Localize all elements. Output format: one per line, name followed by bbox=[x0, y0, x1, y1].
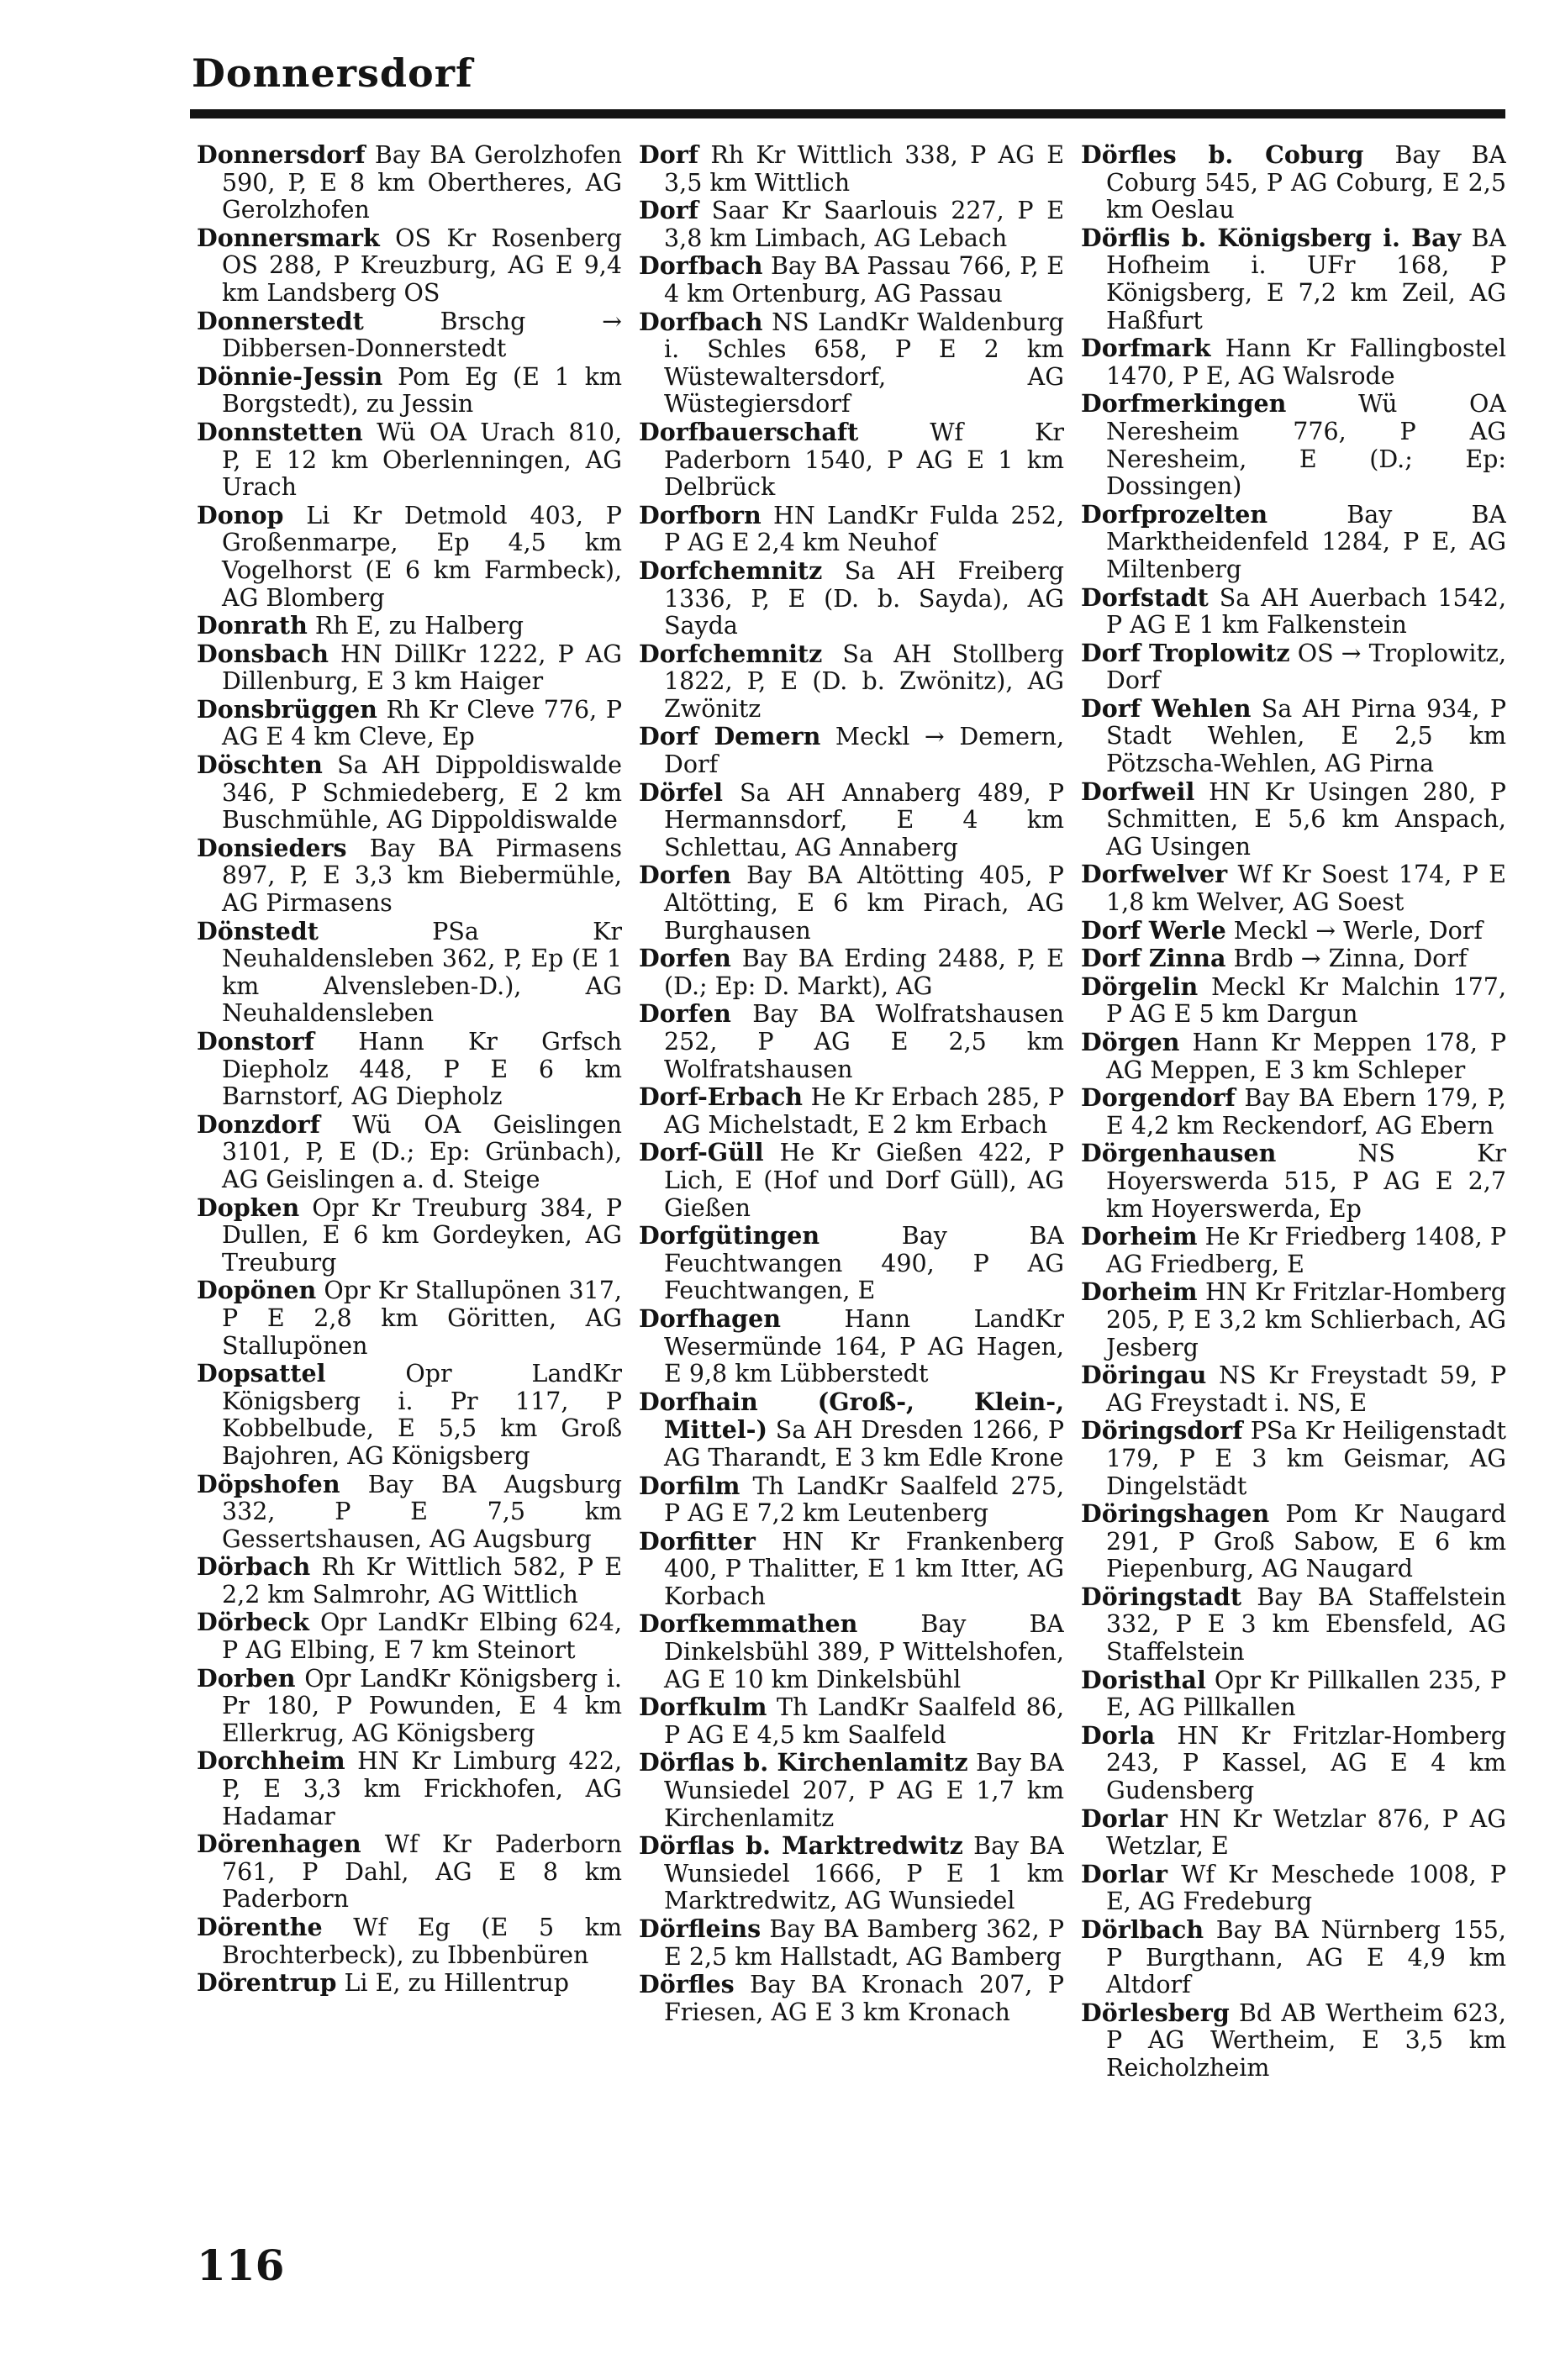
gazetteer-entry bbox=[639, 419, 1064, 502]
entry-text: Sa AH Pirna 934, P Stadt Wehlen, E 2,5 km Pötzscha-Wehlen, AG Pirna bbox=[1106, 694, 1506, 778]
gazetteer-entry bbox=[197, 640, 622, 696]
entry-headword: Döringsdorf bbox=[1081, 1416, 1243, 1445]
entry-headword: Dorfborn bbox=[639, 500, 762, 529]
entry-text: HN DillKr 1222, P AG Dillenburg, E 3 km Haiger bbox=[222, 640, 622, 696]
gazetteer-entry bbox=[1081, 917, 1506, 945]
entry-headword: Dorfkulm bbox=[639, 1693, 767, 1722]
gazetteer-entry bbox=[639, 1971, 1064, 2026]
entry-text: Bay BA Kronach 207, P Friesen, AG E 3 km Kronach bbox=[664, 1971, 1064, 2026]
entry-text: Wf Kr Paderborn 761, P Dahl, AG E 8 km Paderborn bbox=[222, 1830, 622, 1914]
entry-headword: Donsbrüggen bbox=[197, 694, 377, 724]
gazetteer-entry bbox=[197, 835, 622, 918]
entry-text: Opr Kr Pillkallen 235, P E, AG Pillkallen bbox=[1106, 1666, 1506, 1722]
entry-headword: Dörlesberg bbox=[1081, 1998, 1230, 2027]
entry-text: Bay BA Marktheidenfeld 1284, P E, AG Miltenberg bbox=[1106, 500, 1506, 583]
entry-text: OS → Troplowitz, Dorf bbox=[1106, 639, 1506, 695]
gazetteer-entry bbox=[1081, 1861, 1506, 1916]
running-head: Donnersdorf bbox=[192, 50, 473, 96]
entry-text: Bay BA Erding 2488, P, E (D.; Ep: D. Markt), AG bbox=[664, 945, 1064, 1000]
entry-text: HN Kr Usingen 280, P Schmitten, E 5,6 km Anspach, AG Usingen bbox=[1106, 777, 1506, 861]
entry-headword: Dörfles b. Coburg bbox=[1081, 141, 1364, 169]
entry-headword: Dorf Troplowitz bbox=[1081, 638, 1290, 667]
gazetteer-entry bbox=[1081, 1278, 1506, 1361]
entry-headword: Dorgendorf bbox=[1081, 1083, 1236, 1113]
entry-headword: Dorfmark bbox=[1081, 334, 1211, 363]
entry-headword: Dorf Wehlen bbox=[1081, 693, 1252, 723]
entry-headword: Dorfen bbox=[639, 944, 731, 973]
entry-text: Th LandKr Saalfeld 86, P AG E 4,5 km Saalfeld bbox=[664, 1693, 1064, 1749]
entry-text: Opr LandKr Königsberg i. Pr 117, P Kobbelbude, E 5,5 km Groß Bajohren, AG Königsberg bbox=[222, 1360, 622, 1470]
entry-text: Bay BA Nürnberg 155, P Burgthann, AG E 4,9 km Altdorf bbox=[1106, 1916, 1506, 1999]
entry-headword: Dopönen bbox=[197, 1276, 317, 1305]
entry-headword: Dorfprozelten bbox=[1081, 499, 1268, 529]
entry-headword: Dorfen bbox=[639, 999, 731, 1029]
entry-headword: Dorfchemnitz bbox=[639, 639, 823, 668]
entry-text: Wü OA Geislingen 3101, P, E (D.; Ep: Grünbach), AG Geislingen a. d. Steige bbox=[222, 1110, 622, 1193]
entry-text: PSa Kr Heiligenstadt 179, P E 3 km Geismar, AG Dingelstädt bbox=[1106, 1417, 1506, 1500]
entry-text: Saar Kr Saarlouis 227, P E 3,8 km Limbach, AG Lebach bbox=[664, 197, 1064, 252]
gazetteer-entry bbox=[1081, 1140, 1506, 1223]
gazetteer-entry bbox=[639, 1915, 1064, 1971]
entry-text: Sa AH Auerbach 1542, P AG E 1 km Falkenstein bbox=[1106, 583, 1506, 640]
gazetteer-entry bbox=[1081, 1916, 1506, 1999]
entry-headword: Döpshofen bbox=[197, 1469, 340, 1498]
gazetteer-entry bbox=[1081, 1223, 1506, 1278]
entry-text: Meckl → Werle, Dorf bbox=[1233, 916, 1483, 945]
entry-headword: Dorf Zinna bbox=[1081, 944, 1226, 973]
gazetteer-entry bbox=[197, 1277, 622, 1360]
entry-headword: Dorfwelver bbox=[1081, 860, 1228, 889]
entry-text: Rh Kr Wittlich 582, P E 2,2 km Salmrohr, AG Wittlich bbox=[222, 1553, 622, 1609]
entry-text: Bay BA Feuchtwangen 490, P AG Feuchtwangen, E bbox=[664, 1222, 1064, 1305]
gazetteer-entry bbox=[639, 1388, 1064, 1472]
entry-text: NS Kr Hoyerswerda 515, P AG E 2,7 km Hoyerswerda, Ep bbox=[1106, 1140, 1506, 1223]
gazetteer-entry bbox=[639, 945, 1064, 1000]
entry-text: Brschg → Dibbersen-Donnerstedt bbox=[222, 307, 622, 363]
entry-headword: Donstorf bbox=[197, 1027, 314, 1056]
entry-text: Sa AH Dresden 1266, P AG Tharandt, E 3 km Edle Krone bbox=[664, 1416, 1064, 1472]
entry-headword: Dörenhagen bbox=[197, 1830, 361, 1859]
entry-headword: Dorheim bbox=[1081, 1222, 1198, 1251]
entry-headword: Dorfhain (Groß-, Klein-, Mittel-) bbox=[639, 1387, 1064, 1445]
gazetteer-entry bbox=[639, 1528, 1064, 1611]
gazetteer-entry bbox=[197, 696, 622, 751]
entry-headword: Döringstadt bbox=[1081, 1582, 1241, 1611]
entry-text: Meckl → Demern, Dorf bbox=[664, 723, 1064, 779]
gazetteer-entry bbox=[197, 1360, 622, 1470]
entry-text: Pom Kr Naugard 291, P Groß Sabow, E 6 km Piepenburg, AG Naugard bbox=[1106, 1500, 1506, 1583]
entry-text: Hann Kr Fallingbostel 1470, P E, AG Walsrode bbox=[1106, 334, 1506, 390]
entry-text: Wf Kr Paderborn 1540, P AG E 1 km Delbrück bbox=[664, 418, 1064, 502]
gazetteer-entry bbox=[639, 1139, 1064, 1222]
gazetteer-entry bbox=[639, 723, 1064, 778]
entry-text: Li Kr Detmold 403, P Großenmarpe, Ep 4,5 km Vogelhorst (E 6 km Farmbeck), AG Blomberg bbox=[222, 501, 622, 612]
entry-text: Wf Kr Meschede 1008, P E, AG Fredeburg bbox=[1106, 1860, 1506, 1916]
entry-headword: Donsieders bbox=[197, 833, 347, 862]
entry-text: Bay BA Pirmasens 897, P, E 3,3 km Biebermühle, AG Pirmasens bbox=[222, 834, 622, 918]
entry-headword: Dorlar bbox=[1081, 1803, 1168, 1833]
gazetteer-entry bbox=[1081, 1583, 1506, 1667]
entry-headword: Dorfitter bbox=[639, 1526, 756, 1556]
entry-headword: Dorfen bbox=[639, 861, 731, 890]
gazetteer-entry bbox=[197, 141, 622, 224]
entry-headword: Donnstetten bbox=[197, 417, 363, 446]
entry-text: Bay BA Bamberg 362, P E 2,5 km Hallstadt, AG Bamberg bbox=[664, 1915, 1064, 1971]
gazetteer-entry bbox=[197, 1111, 622, 1194]
entry-headword: Dorlar bbox=[1081, 1859, 1168, 1888]
entry-headword: Dorfweil bbox=[1081, 777, 1195, 806]
entry-text: HN Kr Limburg 422, P, E 3,3 km Frickhofen, AG Hadamar bbox=[222, 1747, 622, 1830]
entry-headword: Donrath bbox=[197, 611, 308, 640]
entry-headword: Dörentrup bbox=[197, 1968, 337, 1998]
gazetteer-entry bbox=[1081, 1722, 1506, 1805]
entry-text: Bay BA Wunsiedel 207, P AG E 1,7 km Kirchenlamitz bbox=[664, 1749, 1064, 1832]
entry-text: Bay BA Coburg 545, P AG Coburg, E 2,5 km Oeslau bbox=[1106, 141, 1506, 224]
gazetteer-entry bbox=[639, 1472, 1064, 1528]
entry-headword: Dorfbach bbox=[639, 251, 763, 281]
entry-headword: Dorf-Güll bbox=[639, 1138, 764, 1167]
entry-headword: Dorfchemnitz bbox=[639, 556, 823, 585]
column-3 bbox=[1081, 141, 1506, 2209]
entry-headword: Dörgelin bbox=[1081, 971, 1199, 1001]
gazetteer-entry bbox=[197, 224, 622, 308]
gazetteer-entry bbox=[1081, 1417, 1506, 1500]
entry-text: Sa AH Stollberg 1822, P, E (D. b. Zwönitz), AG Zwönitz bbox=[664, 640, 1064, 723]
gazetteer-entry bbox=[1081, 861, 1506, 916]
entry-text: Sa AH Dippoldiswalde 346, P Schmiedeberg, E 2 km Buschmühle, AG Dippoldiswalde bbox=[222, 751, 622, 835]
entry-headword: Dorla bbox=[1081, 1720, 1156, 1750]
gazetteer-entry bbox=[639, 197, 1064, 252]
gazetteer-entry bbox=[197, 419, 622, 502]
entry-text: Opr LandKr Königsberg i. Pr 180, P Powunden, E 4 km Ellerkrug, AG Königsberg bbox=[222, 1664, 622, 1747]
gazetteer-entry bbox=[639, 1305, 1064, 1388]
entry-text: Rh Kr Cleve 776, P AG E 4 km Cleve, Ep bbox=[222, 695, 622, 751]
entry-text: Hann LandKr Wesermünde 164, P AG Hagen, E 9,8 km Lübberstedt bbox=[664, 1304, 1064, 1388]
entry-headword: Dorfgütingen bbox=[639, 1221, 820, 1251]
entry-headword: Dorf Demern bbox=[639, 722, 821, 751]
entry-headword: Dörlbach bbox=[1081, 1915, 1204, 1944]
entry-headword: Dorfmerkingen bbox=[1081, 389, 1287, 419]
gazetteer-entry bbox=[639, 557, 1064, 640]
entry-text: PSa Kr Neuhaldensleben 362, P, Ep (E 1 km Alvensleben-D.), AG Neuhaldensleben bbox=[222, 917, 622, 1028]
entry-headword: Dorfstadt bbox=[1081, 582, 1209, 612]
entry-text: Sa AH Freiberg 1336, P, E (D. b. Sayda), AG Sayda bbox=[664, 556, 1064, 640]
entry-text: NS LandKr Waldenburg i. Schles 658, P E 2 km Wüstewaltersdorf, AG Wüstegiersdorf bbox=[664, 308, 1064, 419]
entry-text: Hann Kr Grfsch Diepholz 448, P E 6 km Barnstorf, AG Diepholz bbox=[222, 1028, 622, 1111]
entry-headword: Donnersmark bbox=[197, 223, 380, 252]
gazetteer-entry bbox=[639, 1610, 1064, 1693]
entry-text: HN Kr Frankenberg 400, P Thalitter, E 1 km Itter, AG Korbach bbox=[664, 1527, 1064, 1610]
gazetteer-entry bbox=[639, 502, 1064, 557]
gazetteer-entry bbox=[197, 1830, 622, 1914]
entry-headword: Dorfhagen bbox=[639, 1303, 781, 1333]
gazetteer-entry bbox=[639, 640, 1064, 724]
entry-headword: Dorfbauerschaft bbox=[639, 417, 859, 446]
entry-text: Opr Kr Treuburg 384, P Dullen, E 6 km Gordeyken, AG Treuburg bbox=[222, 1193, 622, 1277]
gazetteer-entry bbox=[197, 1747, 622, 1830]
entry-text: Bay BA Altötting 405, P Altötting, E 6 km Pirach, AG Burghausen bbox=[664, 861, 1064, 945]
entry-text: HN LandKr Fulda 252, P AG E 2,4 km Neuhof bbox=[664, 501, 1064, 557]
entry-headword: Dönnie-Jessin bbox=[197, 361, 383, 391]
gazetteer-entry bbox=[1081, 334, 1506, 390]
entry-text: Bay BA Dinkelsbühl 389, P Wittelshofen, AG E 10 km Dinkelsbühl bbox=[664, 1610, 1064, 1693]
entry-text: Wü OA Urach 810, P, E 12 km Oberlenningen, AG Urach bbox=[222, 418, 622, 502]
entry-text: He Kr Friedberg 1408, P AG Friedberg, E bbox=[1106, 1223, 1506, 1278]
gazetteer-entry bbox=[1081, 973, 1506, 1029]
gazetteer-entry bbox=[1081, 584, 1506, 640]
entry-headword: Dorf-Erbach bbox=[639, 1082, 804, 1112]
gazetteer-entry bbox=[639, 1749, 1064, 1832]
gazetteer-entry bbox=[1081, 1999, 1506, 2082]
entry-text: Bd AB Wertheim 623, P AG Wertheim, E 3,5 km Reicholzheim bbox=[1106, 1998, 1506, 2082]
gazetteer-entry bbox=[1081, 778, 1506, 861]
gazetteer-entry bbox=[1081, 1805, 1506, 1861]
gazetteer-entry bbox=[639, 779, 1064, 862]
gazetteer-entry bbox=[197, 612, 622, 640]
entry-text: Wü OA Neresheim 776, P AG Neresheim, E (D.; Ep: Dossingen) bbox=[1106, 390, 1506, 501]
entry-columns bbox=[197, 141, 1508, 2209]
entry-headword: Doristhal bbox=[1081, 1665, 1206, 1694]
entry-headword: Döschten bbox=[197, 750, 323, 780]
gazetteer-entry bbox=[1081, 390, 1506, 500]
gazetteer-entry bbox=[639, 252, 1064, 308]
gazetteer-entry bbox=[197, 1969, 622, 1998]
entry-text: Wf Eg (E 5 km Brochterbeck), zu Ibbenbüren bbox=[222, 1914, 622, 1969]
column-1 bbox=[197, 141, 622, 2209]
entry-text: OS Kr Rosenberg OS 288, P Kreuzburg, AG E 9,4 km Landsberg OS bbox=[222, 224, 622, 307]
entry-text: Brdb → Zinna, Dorf bbox=[1233, 945, 1468, 973]
gazetteer-entry bbox=[197, 1609, 622, 1664]
gazetteer-entry bbox=[1081, 224, 1506, 334]
entry-headword: Donnersdorf bbox=[197, 141, 366, 169]
entry-text: BA Hofheim i. UFr 168, P Königsberg, E 7,2 km Zeil, AG Haßfurt bbox=[1106, 224, 1506, 334]
entry-text: Bay BA Wunsiedel 1666, P E 1 km Marktredwitz, AG Wunsiedel bbox=[664, 1832, 1064, 1915]
entry-headword: Döringshagen bbox=[1081, 1499, 1270, 1529]
entry-text: He Kr Gießen 422, P Lich, E (Hof und Dorf Güll), AG Gießen bbox=[664, 1139, 1064, 1222]
entry-text: HN Kr Fritzlar-Homberg 243, P Kassel, AG E 4 km Gudensberg bbox=[1106, 1721, 1506, 1805]
gazetteer-entry bbox=[639, 861, 1064, 945]
entry-headword: Dörenthe bbox=[197, 1913, 323, 1941]
entry-text: Pom Eg (E 1 km Borgstedt), zu Jessin bbox=[222, 362, 622, 419]
entry-text: Wf Kr Soest 174, P E 1,8 km Welver, AG Soest bbox=[1106, 861, 1506, 917]
gazetteer-entry bbox=[197, 1028, 622, 1111]
entry-text: Rh Kr Wittlich 338, P AG E 3,5 km Wittlich bbox=[664, 141, 1064, 197]
gazetteer-entry bbox=[197, 363, 622, 419]
gazetteer-entry bbox=[197, 918, 622, 1028]
entry-headword: Dörgenhausen bbox=[1081, 1139, 1277, 1168]
gazetteer-entry bbox=[197, 751, 622, 835]
gazetteer-entry bbox=[197, 502, 622, 612]
gazetteer-entry bbox=[639, 1222, 1064, 1305]
entry-headword: Dorfkemmathen bbox=[639, 1609, 858, 1639]
entry-text: Th LandKr Saalfeld 275, P AG E 7,2 km Leutenberg bbox=[664, 1472, 1064, 1528]
entry-headword: Dönstedt bbox=[197, 916, 319, 945]
gazetteer-entry bbox=[639, 141, 1064, 197]
entry-headword: Dörflis b. Königsberg i. Bay bbox=[1081, 223, 1462, 252]
gazetteer-entry bbox=[197, 1194, 622, 1277]
gazetteer-entry bbox=[1081, 141, 1506, 224]
entry-text: Opr LandKr Elbing 624, P AG Elbing, E 7 km Steinort bbox=[222, 1609, 622, 1665]
entry-headword: Döringau bbox=[1081, 1361, 1207, 1390]
entry-text: Sa AH Annaberg 489, P Hermannsdorf, E 4 km Schlettau, AG Annaberg bbox=[664, 778, 1064, 861]
entry-text: He Kr Erbach 285, P AG Michelstadt, E 2 km Erbach bbox=[664, 1083, 1064, 1139]
entry-text: Bay BA Gerolzhofen 590, P, E 8 km Obertheres, AG Gerolzhofen bbox=[222, 141, 622, 224]
entry-headword: Donsbach bbox=[197, 639, 329, 668]
entry-text: Bay BA Staffelstein 332, P E 3 km Ebensfeld, AG Staffelstein bbox=[1106, 1582, 1506, 1667]
entry-headword: Dörflas b. Kirchenlamitz bbox=[639, 1748, 968, 1777]
gazetteer-entry bbox=[1081, 695, 1506, 778]
gazetteer-entry bbox=[1081, 1361, 1506, 1417]
gazetteer-entry bbox=[1081, 945, 1506, 973]
entry-headword: Donop bbox=[197, 500, 284, 529]
entry-headword: Dorheim bbox=[1081, 1277, 1198, 1307]
entry-headword: Dorchheim bbox=[197, 1746, 345, 1776]
gazetteer-entry bbox=[639, 1832, 1064, 1915]
header-rule bbox=[190, 109, 1505, 118]
gazetteer-entry bbox=[1081, 640, 1506, 695]
gazetteer-entry bbox=[197, 1553, 622, 1609]
entry-headword: Dörflas b. Marktredwitz bbox=[639, 1831, 963, 1861]
entry-text: Bay BA Passau 766, P, E 4 km Ortenburg, AG Passau bbox=[664, 252, 1064, 308]
gazetteer-entry bbox=[1081, 501, 1506, 584]
page-number: 116 bbox=[197, 2240, 285, 2290]
entry-text: NS Kr Freystadt 59, P AG Freystadt i. NS, E bbox=[1106, 1361, 1506, 1417]
entry-headword: Dorf bbox=[639, 196, 698, 225]
entry-headword: Dorfbach bbox=[639, 307, 763, 336]
entry-headword: Donnerstedt bbox=[197, 306, 364, 335]
entry-headword: Dopken bbox=[197, 1193, 300, 1222]
gazetteer-entry bbox=[197, 1471, 622, 1554]
entry-text: Bay BA Ebern 179, P, E 4,2 km Reckendorf, AG Ebern bbox=[1106, 1084, 1506, 1140]
entry-headword: Dörbach bbox=[197, 1552, 311, 1582]
entry-text: Hann Kr Meppen 178, P AG Meppen, E 3 km Schleper bbox=[1106, 1029, 1506, 1084]
gazetteer-entry bbox=[639, 1000, 1064, 1083]
gazetteer-entry bbox=[1081, 1500, 1506, 1583]
entry-headword: Donzdorf bbox=[197, 1109, 320, 1139]
gazetteer-entry bbox=[1081, 1667, 1506, 1722]
entry-headword: Dorf bbox=[639, 141, 698, 169]
gazetteer-entry bbox=[639, 308, 1064, 419]
entry-headword: Dörfel bbox=[639, 777, 723, 807]
entry-headword: Dorf Werle bbox=[1081, 915, 1226, 945]
gazetteer-entry bbox=[197, 1914, 622, 1969]
entry-headword: Dörbeck bbox=[197, 1608, 309, 1637]
entry-headword: Dorfilm bbox=[639, 1471, 740, 1500]
gazetteer-entry bbox=[197, 308, 622, 363]
entry-text: Bay BA Wolfratshausen 252, P AG E 2,5 km Wolfratshausen bbox=[664, 1000, 1064, 1083]
gazetteer-entry bbox=[1081, 1029, 1506, 1084]
gazetteer-entry bbox=[639, 1693, 1064, 1749]
entry-headword: Dörfles bbox=[639, 1970, 735, 1999]
column-2 bbox=[639, 141, 1064, 2209]
gazetteer-entry bbox=[639, 1083, 1064, 1139]
entry-text: Meckl Kr Malchin 177, P AG E 5 km Dargun bbox=[1106, 972, 1506, 1029]
gazetteer-entry bbox=[1081, 1084, 1506, 1140]
entry-headword: Dorben bbox=[197, 1663, 296, 1693]
entry-headword: Dörgen bbox=[1081, 1028, 1180, 1056]
entry-headword: Dopsattel bbox=[197, 1359, 326, 1388]
entry-text: Li E, zu Hillentrup bbox=[344, 1969, 570, 1998]
entry-text: Rh E, zu Halberg bbox=[314, 612, 524, 640]
entry-text: HN Kr Fritzlar-Homberg 205, P, E 3,2 km Schlierbach, AG Jesberg bbox=[1106, 1278, 1506, 1361]
gazetteer-entry bbox=[197, 1665, 622, 1748]
entry-text: Bay BA Augsburg 332, P E 7,5 km Gessertshausen, AG Augsburg bbox=[222, 1470, 622, 1553]
entry-text: Opr Kr Stallupönen 317, P E 2,8 km Göritten, AG Stallupönen bbox=[222, 1277, 622, 1360]
entry-text: HN Kr Wetzlar 876, P AG Wetzlar, E bbox=[1106, 1804, 1506, 1861]
entry-headword: Dörfleins bbox=[639, 1914, 762, 1943]
